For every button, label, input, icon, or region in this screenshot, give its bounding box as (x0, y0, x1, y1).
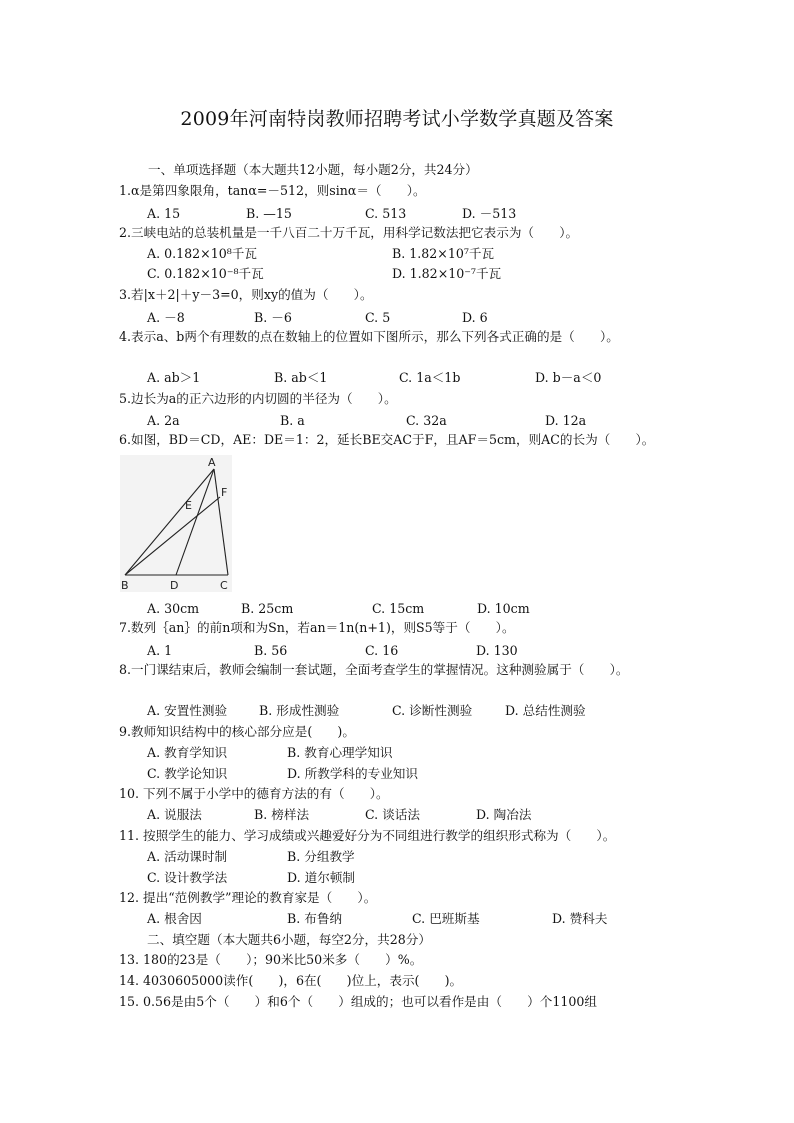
question-1-option-d: D. －513 (462, 206, 517, 221)
section-heading-choice: 一、单项选择题（本大题共12小题，每小题2分，共24分） (148, 162, 478, 177)
question-10-option-a: A. 说服法 (147, 807, 202, 822)
question-12-option-a: A. 根舍因 (147, 911, 202, 926)
question-7-stem: 7.数列｛an｝的前n项和为Sn，若an＝1n(n+1)，则S5等于（ ）。 (119, 620, 515, 635)
question-7-option-a: A. 1 (147, 643, 173, 658)
question-3-option-c: C. 5 (365, 310, 391, 325)
question-12-option-b: B. 布鲁纳 (287, 911, 343, 926)
question-8-option-c: C. 诊断性测验 (392, 703, 473, 718)
question-4-option-a: A. ab＞1 (147, 370, 201, 385)
question-4-option-c: C. 1a＜1b (399, 370, 461, 385)
triangle-figure (120, 455, 232, 592)
question-5-option-c: C. 32a (406, 413, 447, 428)
section-heading-fill: 二、填空题（本大题共6小题，每空2分，共28分） (147, 932, 431, 947)
question-6-stem: 6.如图，BD＝CD，AE：DE＝1：2，延长BE交AC于F，且AF＝5cm，则AC的长为（ ）。 (119, 432, 655, 447)
question-2-option-c: C. 0.182×10⁻⁸千瓦 (147, 266, 264, 281)
question-3-option-a: A. －8 (147, 310, 185, 325)
question-7-option-b: B. 56 (254, 643, 288, 658)
question-8-stem: 8.一门课结束后，教师会编制一套试题，全面考查学生的掌握情况。这种测验属于（ ）。 (119, 662, 629, 677)
question-4-option-d: D. b－a＜0 (535, 370, 602, 385)
question-10-option-b: B. 榜样法 (254, 807, 310, 822)
question-2-stem: 2.三峡电站的总装机量是一千八百二十万千瓦，用科学记数法把它表示为（ ）。 (119, 225, 579, 240)
label-b: B (121, 579, 129, 592)
question-7-option-d: D. 130 (476, 643, 518, 658)
question-9-stem: 9.教师知识结构中的核心部分应是( )。 (119, 724, 355, 739)
question-15-stem: 15. 0.56是由5个（ ）和6个（ ）组成的；也可以看作是由（ ）个1100组 (119, 994, 597, 1009)
question-9-option-a: A. 教育学知识 (147, 745, 228, 760)
question-6-option-b: B. 25cm (241, 601, 294, 616)
question-12-option-d: D. 赞科夫 (552, 911, 608, 926)
question-7-option-c: C. 16 (365, 643, 399, 658)
question-6-option-a: A. 30cm (147, 601, 200, 616)
question-11-stem: 11. 按照学生的能力、学习成绩或兴趣爱好分为不同组进行教学的组织形式称为（ ）。 (119, 828, 616, 843)
question-1-option-b: B. —15 (246, 206, 292, 221)
question-1-stem: 1.α是第四象限角，tanα=－512，则sinα＝（ ）。 (119, 183, 426, 198)
question-5-option-a: A. 2a (147, 413, 180, 428)
question-1-option-a: A. 15 (147, 206, 181, 221)
question-1-option-c: C. 513 (365, 206, 407, 221)
question-11-option-c: C. 设计教学法 (147, 870, 228, 885)
label-a: A (208, 456, 216, 469)
question-4-option-b: B. ab＜1 (274, 370, 328, 385)
question-5-option-d: D. 12a (545, 413, 587, 428)
question-9-option-c: C. 教学论知识 (147, 766, 228, 781)
question-8-option-a: A. 安置性测验 (147, 703, 228, 718)
label-e: E (185, 499, 192, 512)
question-12-option-c: C. 巴班斯基 (412, 911, 480, 926)
question-10-option-c: C. 谈话法 (365, 807, 420, 822)
question-3-option-d: D. 6 (462, 310, 488, 325)
question-5-option-b: B. a (280, 413, 305, 428)
question-6-option-d: D. 10cm (477, 601, 530, 616)
question-11-option-d: D. 道尔顿制 (287, 870, 356, 885)
question-4-stem: 4.表示a、b两个有理数的点在数轴上的位置如下图所示，那么下列各式正确的是（ ）。 (119, 329, 619, 344)
page-title: 2009年河南特岗教师招聘考试小学数学真题及答案 (180, 108, 614, 130)
question-5-stem: 5.边长为a的正六边形的内切圆的半径为（ ）。 (119, 391, 397, 406)
question-8-option-d: D. 总结性测验 (505, 703, 586, 718)
question-10-option-d: D. 陶冶法 (476, 807, 532, 822)
question-9-option-b: B. 教育心理学知识 (287, 745, 393, 760)
question-3-option-b: B. －6 (254, 310, 292, 325)
question-11-option-a: A. 活动课时制 (147, 849, 228, 864)
question-9-option-d: D. 所教学科的专业知识 (287, 766, 418, 781)
question-3-stem: 3.若|x＋2|＋y－3=0，则xy的值为（ ）。 (119, 287, 373, 302)
question-12-stem: 12. 提出“范例教学”理论的教育家是（ ）。 (119, 890, 377, 905)
question-13-stem: 13. 180的23是（ ）；90米比50米多（ ）%。 (119, 952, 423, 967)
question-14-stem: 14. 4030605000读作( )，6在( )位上，表示( )。 (119, 973, 463, 988)
label-f: F (221, 486, 228, 499)
label-d: D (170, 579, 179, 592)
question-2-option-d: D. 1.82×10⁻⁷千瓦 (392, 266, 502, 281)
question-10-stem: 10. 下列不属于小学中的德育方法的有（ ）。 (119, 786, 389, 801)
question-2-option-b: B. 1.82×10⁷千瓦 (392, 246, 495, 261)
question-8-option-b: B. 形成性测验 (259, 703, 340, 718)
question-6-option-c: C. 15cm (372, 601, 425, 616)
label-c: C (220, 579, 228, 592)
question-11-option-b: B. 分组教学 (287, 849, 355, 864)
question-2-option-a: A. 0.182×10⁸千瓦 (147, 246, 257, 261)
